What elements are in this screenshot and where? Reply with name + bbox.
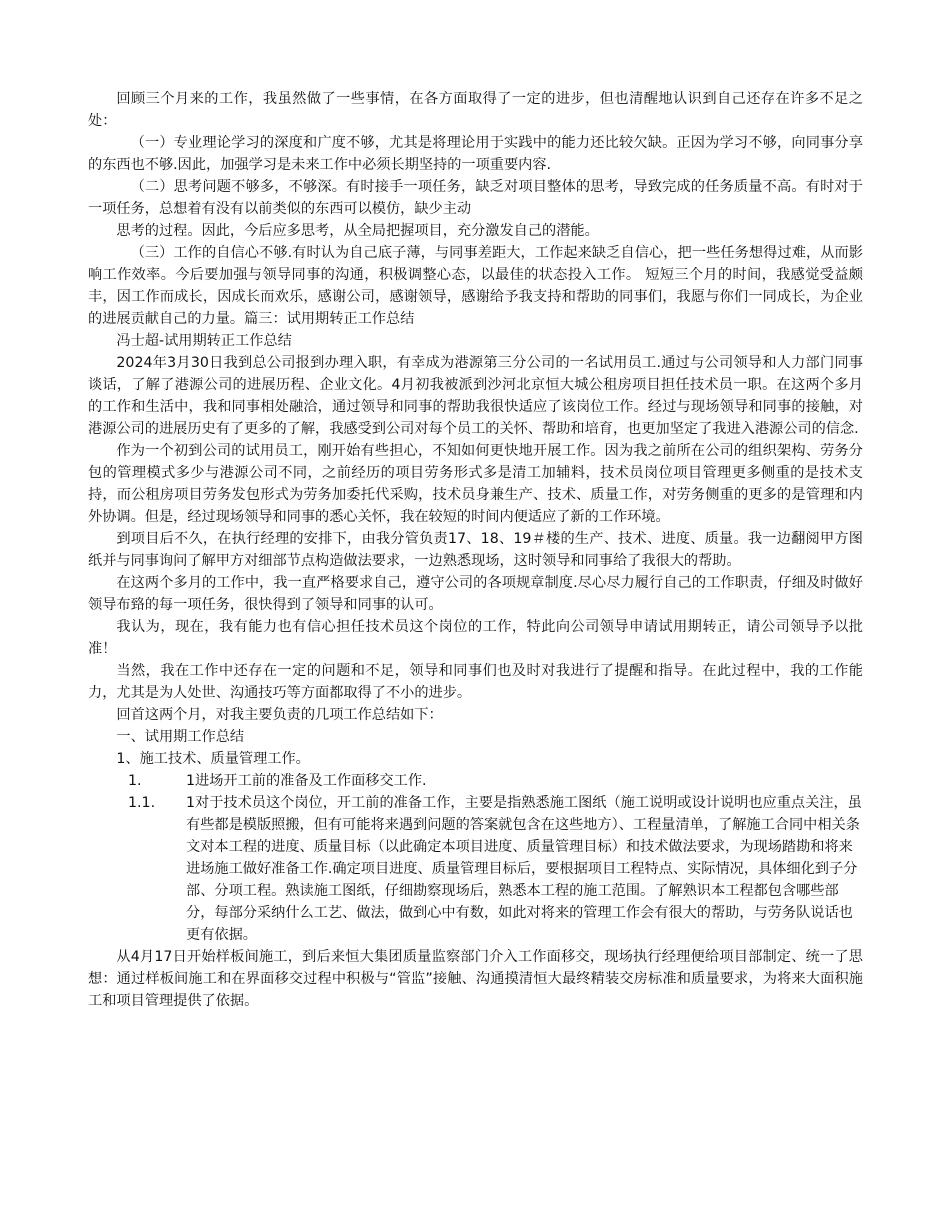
paragraph-discipline: 在这两个多月的工作中，我一直严格要求自己，遵守公司的各项规章制度.尽心尽力履行自己的工作职责，仔细及时做好领导布臵的每一项任务，很快得到了领导和同事的认可。 [88,575,863,613]
paragraph-improvement: 当然，我在工作中还存在一定的问题和不足，领导和同事们也及时对我进行了提醒和指导。在此过程中，我的工作能力，尤其是为人处世、沟通技巧等方面都取得了不小的进步。 [88,663,863,701]
paragraph-shortcoming-3: （三）工作的自信心不够.有时认为自己底子薄，与同事差距大，工作起来缺乏自信心，把一些任务想得过难，从而影响工作效率。今后要加强与领导同事的沟通，积极调整心态，以最佳的状态投入工作。 短短三个月的时间，我感觉受益颇丰，因工作而成长，因成长而欢乐，感谢公司，感谢领导，感谢给予我支持和帮助的同事们，我愿与你们一同成长，为企业的进展贡献自己的力量。篇三：试用期转正工作总结 [88,245,863,327]
paragraph-review-intro: 回顾三个月来的工作，我虽然做了一些事情，在各方面取得了一定的进步，但也清醒地认识到自己还存在许多不足之处： [88,91,863,129]
paragraph-shortcoming-1: （一）专业理论学习的深度和广度不够，尤其是将理论用于实践中的能力还比较欠缺。正因为学习不够，向同事分享的东西也不够.因此，加强学习是未来工作中必须长期坚持的一项重要内容. [88,135,863,173]
item-text: 1对于技术员这个岗位，开工前的准备工作，主要是指熟悉施工图纸（施工说明或设计说明也应重点关注，虽有些都是模版照搬，但有可能将来遇到问题的答案就包含在这些地方）、工程量清单，了解施工合同中相关条文对本工程的进度、质量目标（以此确定本项目进度、质量管理目标）和技术做法要求，为现场踏勘和将来进场施工做好准备工作.确定项目进度、质量管理目标后，要根据项目工程特点、实际情况，具体细化到子分部、分项工程。熟读施工图纸，仔细勘察现场后，熟悉本工程的施工范围。了解熟识本工程都包含哪些部分，每部分采纳什么工艺、做法，做到心中有数，如此对将来的管理工作会有很大的帮助，与劳务队说话也更有依据。 [186,795,862,943]
paragraph-onboarding: 2024年3月30日我到总公司报到办理入职，有幸成为港源第三分公司的一名试用员工.通过与公司领导和人力部门同事谈话，了解了港源公司的进展历程、企业文化。4月初我被派到沙河北京恒大城公租房项目担任技术员一职。在这两个多月的工作和生活中，我和同事相处融洽，通过领导和同事的帮助我很快适应了该岗位工作。经过与现场领导和同事的接触，对港源公司的进展历史有了更多的了解，我感受到公司对每个员工的关怀、帮助和培育，也更加坚定了我进入港源公司的信念. [88,355,863,437]
heading-item-1-1 [88,770,863,792]
heading-subsection-1: 1、施工技术、质量管理工作。 [116,751,310,767]
item-number: 1. [128,773,142,789]
item-number: 1.1. [128,795,156,811]
document-page [88,88,863,1012]
item-text: 1进场开工前的准备及工作面移交工作. [186,773,427,789]
heading-section-1: 一、试用期工作总结 [116,729,245,745]
paragraph-sample-room: 从4月17日开始样板间施工，到后来恒大集团质量监察部门介入工作面移交，现场执行经理便给项目部制定、统一了思想：通过样板间施工和在界面移交过程中积极与“管监”接触、沟通摸清恒大最终精装交房标准和质量要求，为将来大面积施工和项目管理提供了依据。 [88,949,863,1009]
paragraph-request: 我认为，现在，我有能力也有信心担任技术员这个岗位的工作，特此向公司领导申请试用期转正，请公司领导予以批准！ [88,619,863,657]
paragraph-item-1-1-1 [88,792,863,946]
paragraph-shortcoming-2: （二）思考问题不够多，不够深。有时接手一项任务，缺乏对项目整体的思考，导致完成的任务质量不高。有时对于一项任务，总想着有没有以前类似的东西可以模仿，缺少主动 [88,179,863,217]
paragraph-assignment: 到项目后不久，在执行经理的安排下，由我分管负责17、18、19＃楼的生产、技术、进度、质量。我一边翻阅甲方图纸并与同事询问了解甲方对细部节点构造做法要求，一边熟悉现场，这时领导和同事给了我很大的帮助。 [88,531,863,569]
paragraph-shortcoming-2-cont: 思考的过程。因此，今后应多思考，从全局把握项目，充分激发自己的潜能。 [116,223,599,239]
paragraph-subtitle: 冯士超-试用期转正工作总结 [116,333,292,349]
paragraph-summary-intro: 回首这两个月，对我主要负责的几项工作总结如下： [116,707,443,723]
paragraph-adaptation: 作为一个初到公司的试用员工，刚开始有些担心，不知如何更快地开展工作。因为我之前所在公司的组织架构、劳务分包的管理模式多少与港源公司不同，之前经历的项目劳务形式多是清工加辅料，技术员岗位项目管理更多侧重的是技术支持，而公租房项目劳务发包形式为劳务加委托代采购，技术员身兼生产、技术、质量工作，对劳务侧重的更多的是管理和内外协调。但是，经过现场领导和同事的悉心关怀，我在较短的时间内便适应了新的工作环境。 [88,443,863,525]
